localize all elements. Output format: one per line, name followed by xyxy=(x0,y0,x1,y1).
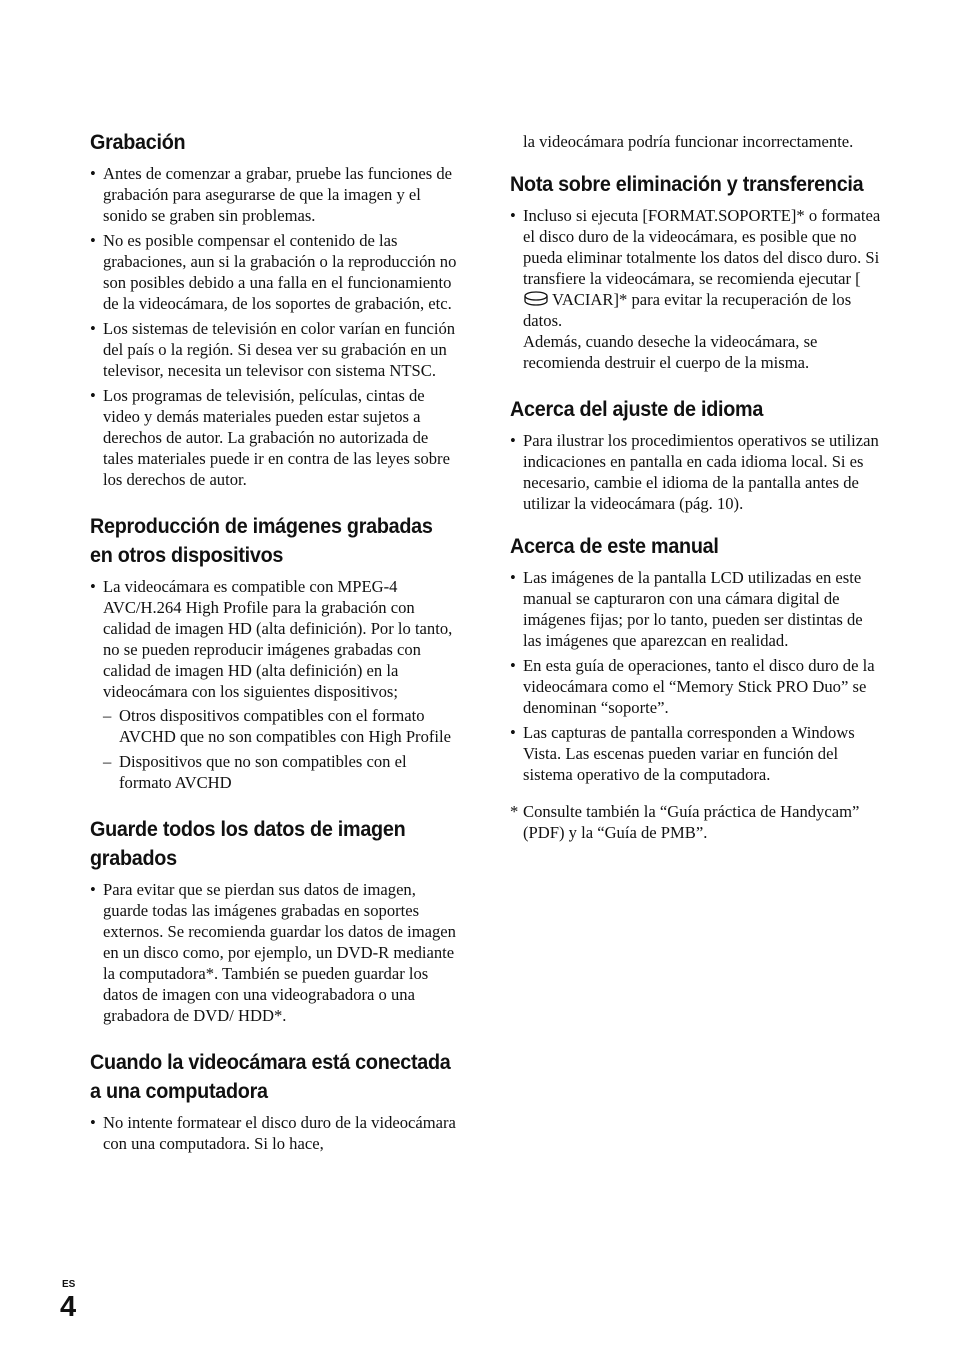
list-item: • En esta guía de operaciones, tanto el disco duro de la videocámara como el “Memory Stick PRO Duo” se denominan “soporte”. xyxy=(510,655,882,718)
section-title: Reproducción de imágenes grabadas en otros dispositivos xyxy=(90,514,433,567)
list-item: • Los programas de televisión, películas, cintas de video y demás materiales pueden estar sujetos a derechos de autor. La grabación no autorizada de tales materiales puede ir en contra de las leyes sobre los derechos de autor. xyxy=(90,385,460,490)
section-title: Cuando la videocámara está conectada a una computadora xyxy=(90,1050,451,1103)
list-item-text: VACIAR]* para evitar la recuperación de los datos. xyxy=(523,290,852,330)
section-reproduccion xyxy=(90,512,460,793)
list-item: • Para ilustrar los procedimientos operativos se utilizan indicaciones en pantalla en cada idioma local. Si es necesario, cambie el idioma de la pantalla antes de utilizar la videocámara (pág. 10). xyxy=(510,430,882,514)
bullet-list xyxy=(90,879,460,1026)
footnote-mark: * xyxy=(510,802,519,821)
list-item: • No intente formatear el disco duro de la videocámara con una computadora. Si lo hace, xyxy=(90,1112,460,1154)
list-item-text: Además, cuando deseche la videocámara, se recomienda destruir el cuerpo de la misma. xyxy=(523,332,818,372)
footnote-text: Consulte también la “Guía práctica de Handycam” (PDF) y la “Guía de PMB”. xyxy=(523,802,860,842)
bullet-list xyxy=(510,567,882,785)
list-item: • Los sistemas de televisión en color varían en función del país o la región. Si desea ver su grabación en un televisor, necesita un televisor con sistema NTSC. xyxy=(90,318,460,381)
bullet-list xyxy=(510,430,882,514)
right-column xyxy=(510,131,882,843)
section-manual xyxy=(510,532,882,785)
bullet-list xyxy=(90,576,460,793)
bullet-list xyxy=(90,1112,460,1154)
page-language-code: ES xyxy=(62,1279,76,1290)
section-idioma xyxy=(510,395,882,514)
list-item: • Para evitar que se pierdan sus datos de imagen, guarde todas las imágenes grabadas en soportes externos. Se recomienda guardar los datos de imagen en un disco como, por ejemplo, un DVD-R mediante la computadora*. También se pueden guardar los datos de imagen con una videograbadora o una grabadora de DVD/ HDD*. xyxy=(90,879,460,1026)
bullet-list xyxy=(90,163,460,490)
section-cuando xyxy=(90,1048,460,1154)
page-number: 4 xyxy=(60,1291,77,1323)
section-nota xyxy=(510,170,882,373)
list-item: • Las capturas de pantalla corresponden a Windows Vista. Las escenas pueden variar en función del sistema operativo de la computadora. xyxy=(510,722,882,785)
continuation-text: la videocámara podría funcionar incorrectamente. xyxy=(523,132,854,151)
section-title: Acerca de este manual xyxy=(510,534,719,558)
footnote xyxy=(510,801,882,843)
left-column xyxy=(90,128,460,1176)
section-title: Grabación xyxy=(90,130,186,154)
sub-list-item: – Dispositivos que no son compatibles con el formato AVCHD xyxy=(103,751,460,793)
list-item: • Antes de comenzar a grabar, pruebe las funciones de grabación para asegurarse de que la imagen y el sonido se graben sin problemas. xyxy=(90,163,460,226)
sub-list-item: – Otros dispositivos compatibles con el formato AVCHD que no son compatibles con High Profile xyxy=(103,705,460,747)
list-item: • No es posible compensar el contenido de las grabaciones, aun si la grabación o la reproducción no son posibles debido a una falla en el funcionamiento de la videocámara, de los soportes de grabación, etc. xyxy=(90,230,460,314)
section-title: Nota sobre eliminación y transferencia xyxy=(510,172,864,196)
list-item-text: La videocámara es compatible con MPEG-4 AVC/H.264 High Profile para la grabación con calidad de imagen HD (alta definición). Por lo tanto, no se pueden reproducir imágenes grabadas con calidad de imagen HD (alta definición) en la videocámara con los siguientes dispositivos; xyxy=(103,577,453,701)
list-item xyxy=(90,576,460,793)
sub-list xyxy=(103,705,460,793)
list-item-text: Incluso si ejecuta [FORMAT.SOPORTE]* o formatea el disco duro de la videocámara, es posible que no pueda eliminar totalmente los datos del disco duro. Si transfiere la videocámara, se recomienda ejecutar [ xyxy=(523,206,881,288)
list-item: • Las imágenes de la pantalla LCD utilizadas en este manual se capturaron con una cámara digital de imágenes fijas; por lo tanto, pueden ser distintas de las imágenes que aparezcan en realidad. xyxy=(510,567,882,651)
section-grabacion xyxy=(90,128,460,490)
section-title: Acerca del ajuste de idioma xyxy=(510,397,764,421)
hdd-disk-icon xyxy=(523,291,549,307)
bullet-list xyxy=(510,205,882,373)
section-title: Guarde todos los datos de imagen grabados xyxy=(90,817,406,870)
section-guarde xyxy=(90,815,460,1026)
list-item xyxy=(510,205,882,373)
